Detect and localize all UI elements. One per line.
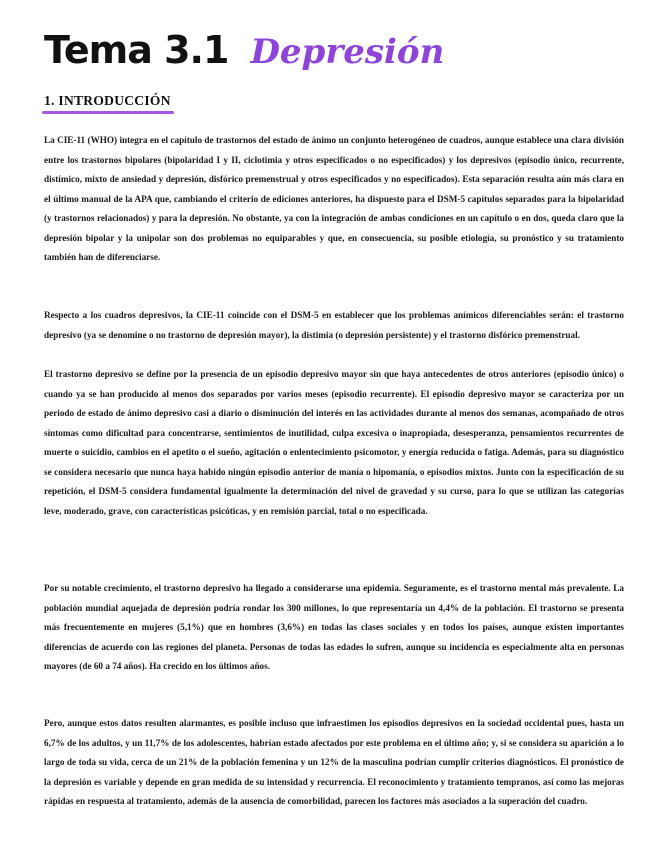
title-block: [44, 28, 444, 82]
section-heading: 1. INTRODUCCIÓN: [44, 93, 171, 108]
paragraph-3: El trastorno depresivo se define por la presencia de un episodio depresivo mayor sin que haya antecedentes de otros anteriores (episodio único) o cuando ya se han producido al menos dos separados por varios meses (episodio recurrente). El episodio depresivo mayor se caracteriza por un periodo de estado de ánimo depresivo casi a diario o disminución del interés en las actividades durante al menos dos semanas, acompañado de otros síntomas como dificultad para concentrarse, sentimientos de inutilidad, culpa excesiva o inapropiada, desesperanza, pensamientos recurrentes de muerte o suicidio, cambios en el apetito o el sueño, agitación o enlentecimiento psicomotor, y energía reducida o fatiga. Además, para su diagnóstico se considera necesario que nunca haya habido ningún episodio anterior de manía o hipomanía, o episodios mixtos. Junto con la especificación de su repetición, el DSM-5 considera fundamental igualmente la determinación del nivel de gravedad y su curso, para lo que se utilizan las categorías leve, moderado, grave, con características psicóticas, y en remisión parcial, total o no especificada.: [44, 369, 624, 516]
paragraph-5: Pero, aunque estos datos resulten alarmantes, es posible incluso que infraestimen los episodios depresivos en la sociedad occidental pues, hasta un 6,7% de los adultos, y un 11,7% de los adolescentes, habrían estado afectados por este problema en el último año; y, si se considera su aparición a lo largo de toda su vida, cerca de un 21% de la población femenina y un 12% de la masculina podrían cumplir criterios diagnósticos. El pronóstico de la depresión es variable y depende en gran medida de su intensidad y recurrencia. El reconocimiento y tratamiento tempranos, así como las mejoras rápidas en respuesta al tratamiento, además de la ausencia de comorbilidad, parecen los factores más asociados a la superación del cuadro.: [44, 718, 624, 806]
paragraph-1: La CIE-11 (WHO) integra en el capítulo de trastornos del estado de ánimo un conjunto heterogéneo de cuadros, aunque establece una clara división entre los trastornos bipolares (bipolaridad I y II, ciclotimia y otros especificados o no especificados) y los depresivos (episodio único, recurrente, distímico, mixto de ansiedad y depresión, disfórico premenstrual y otros especificados y no especificados). Esta separación resulta aún más clara en el último manual de la APA que, cambiando el criterio de ediciones anteriores, ha dispuesto para el DSM-5 capítulos separados para la bipolaridad (y trastornos relacionados) y para la depresión. No obstante, ya con la integración de ambas condiciones en un capítulo o en dos, queda claro que la depresión bipolar y la unipolar son dos problemas no equiparables y que, en consecuencia, su posible etiología, su pronóstico y su tratamiento también han de diferenciarse.: [44, 135, 624, 262]
paragraph-2: Respecto a los cuadros depresivos, la CIE-11 coincide con el DSM-5 en establecer que los problemas anímicos diferenciables serán: el trastorno depresivo (ya se denomine o no trastorno de depresión mayor), la distimia (o depresión persistente) y el trastorno disfórico premenstrual.: [44, 310, 624, 340]
paragraph-4: Por su notable crecimiento, el trastorno depresivo ha llegado a considerarse una epidemia. Seguramente, es el trastorno mental más prevalente. La población mundial aquejada de depresión podría rondar los 300 millones, lo que representaría un 4,4% de la población. El trastorno se presenta más frecuentemente en mujeres (5,1%) que en hombres (3,6%) en todas las clases sociales y en todos los países, aunque existen importantes diferencias de acuerdo con las regiones del planeta. Personas de todas las edades lo sufren, aunque su incidencia es especialmente alta en personas mayores (de 60 a 74 años). Ha crecido en los últimos años.: [44, 583, 624, 671]
section-underline: [42, 111, 174, 114]
page-title: Tema 3.1: [44, 28, 229, 72]
page-subtitle: Depresión: [250, 32, 445, 72]
